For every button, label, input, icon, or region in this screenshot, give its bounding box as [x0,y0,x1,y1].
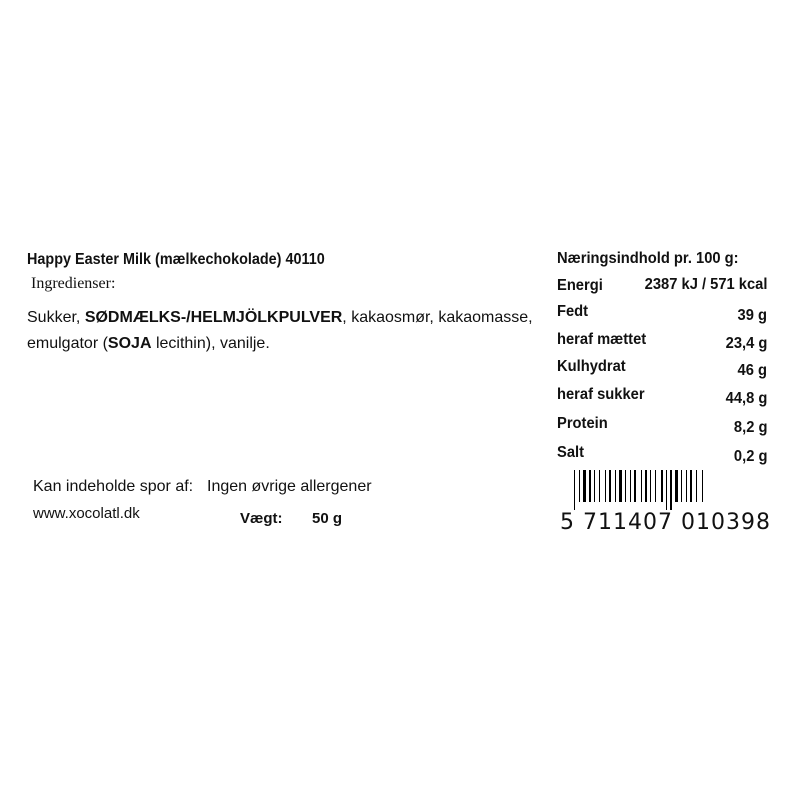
barcode-bar [686,470,687,502]
weight-label: Vægt: [240,510,283,527]
barcode-bar [583,470,586,502]
barcode-bar [650,470,651,502]
nutrition-row-carbohydrate [557,358,767,382]
allergen-label: Kan indeholde spor af: [33,478,194,495]
nutrition-label: Kulhydrat [557,358,626,375]
nutrition-value: 23,4 g [725,335,767,352]
barcode-bar [630,470,631,502]
nutrition-row-saturated [557,331,767,355]
barcode-bar [574,470,575,510]
nutrition-label: Energi [557,277,603,294]
barcode-bar [675,470,678,502]
barcode-bar [634,470,636,502]
barcode-bar [702,470,703,502]
ingredient-text: lecithin), vanilje. [151,335,270,352]
product-title: Happy Easter Milk (mælkechokolade) 40110 [27,251,325,268]
barcode-bar [670,470,672,510]
nutrition-row-energy [557,277,767,301]
allergen-value: Ingen øvrige allergener [207,478,372,495]
nutrition-value: 0,2 g [733,448,767,465]
barcode-bar [645,470,647,502]
ingredient-allergen: SOJA [107,335,152,352]
ingredient-text: , kakaosmør, kakaomasse, emulgator ( [27,309,533,352]
nutrition-value: 39 g [737,307,767,324]
barcode-bar [681,470,682,502]
nutrition-value: 2387 kJ / 571 kcal [644,276,767,293]
barcode-bar [609,470,611,502]
barcode-bar [655,470,656,502]
barcode-bar [619,470,622,502]
ingredient-allergen: SØDMÆLKS-/HELMJÖLKPULVER [84,309,343,326]
website-text: www.xocolatl.dk [33,505,140,522]
barcode-bar [666,470,667,510]
nutrition-title: Næringsindhold pr. 100 g: [557,250,739,267]
barcode-bars [560,470,770,510]
barcode-bar [690,470,692,502]
nutrition-row-salt [557,444,767,468]
nutrition-label: heraf sukker [557,386,645,403]
barcode-bar [605,470,606,502]
nutrition-row-protein [557,415,767,439]
ingredient-text: Sukker, [27,309,85,326]
nutrition-value: 46 g [737,362,767,379]
barcode-bar [579,470,580,502]
nutrition-label: Protein [557,415,608,432]
ingredients-label: Ingredienser: [31,275,116,292]
barcode-bar [641,470,642,502]
nutrition-row-sugar [557,386,767,410]
barcode-bar [589,470,591,502]
barcode-bar [696,470,697,502]
nutrition-label: heraf mættet [557,331,647,348]
barcode-digits: 5 711407 010398 [560,510,771,535]
nutrition-row-fat [557,303,767,327]
ingredients-text [27,305,567,357]
barcode-bar [594,470,595,502]
barcode-bar [661,470,663,502]
barcode-bar [625,470,626,502]
nutrition-label: Fedt [557,303,589,320]
weight-value: 50 g [312,510,343,527]
nutrition-value: 8,2 g [733,419,767,436]
barcode-bar [615,470,616,502]
nutrition-value: 44,8 g [725,390,767,407]
nutrition-label: Salt [557,444,584,461]
barcode-bar [599,470,600,502]
